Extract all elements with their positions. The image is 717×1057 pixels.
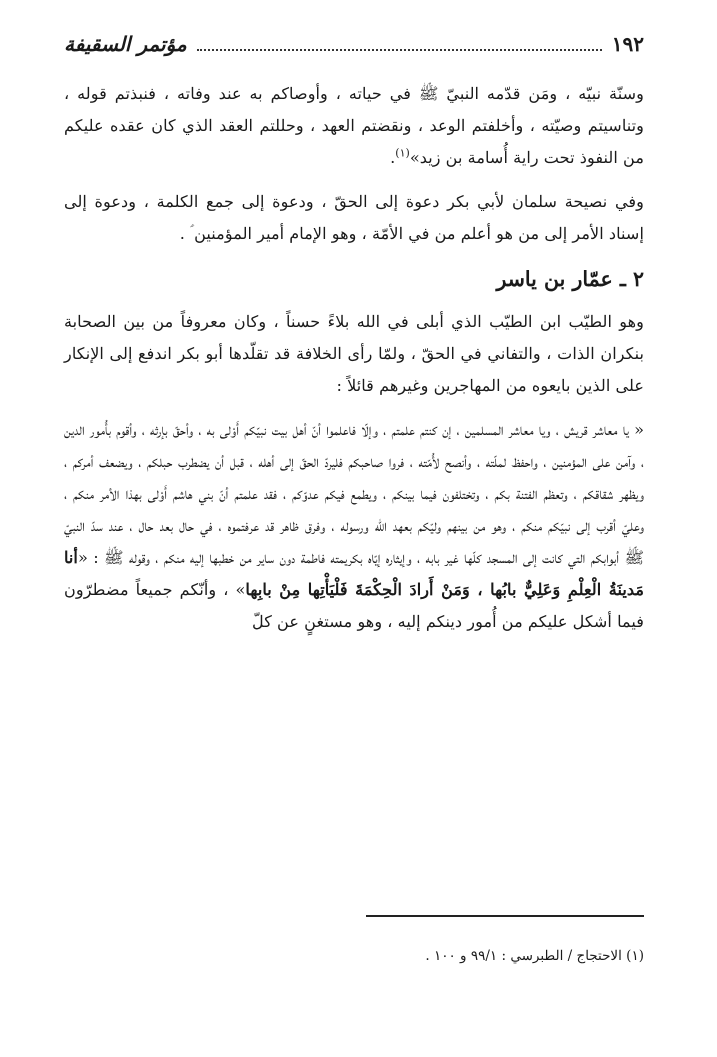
section-heading: ٢ ـ عمّار بن ياسر [496,267,644,291]
book-title: مؤتمر السقيفة [64,32,187,56]
paragraph-2: وفي نصيحة سلمان لأبي بكر دعوة إلى الحقّ ، ودعوة إلى جمع الكلمة ، ودعوة إلى إسناد الأمر إلى من هو أعلم من في الأمّة ، وهو الإمام أمير المؤمنين ؑ . [64,192,644,243]
body-text [64,78,644,638]
paragraph-3: وهو الطيّب ابن الطيّب الذي أبلى في الله بلاءً حسناً ، وكان معروفاً من بين الصحابة بنكران الذات ، والتفاني في الحقّ ، ولمّا رأى الخلافة قد تقلّدها أبو بكر اندفع إلى الإنكار على الذين بايعوه من المهاجرين وغيرهم قائلاً : [64,312,644,395]
paragraph-1-end: . [390,148,396,167]
page-number: ١٩٢ [611,32,644,56]
paragraph-4-end: » ، وأنّكم جميعاً مضطرّون فيما أشكل عليكم من أُمور دينكم إليه ، وهو مستغنٍ عن كلّ [64,580,644,631]
leader-dots [197,49,602,51]
hadith-quote: أنا مَدينَةُ الْعِلْمِ وَعَلِيٌّ بابُها ، وَمَنْ أَرادَ الْحِكْمَةَ فَلْيَأْتِها مِنْ بابِها [64,548,644,599]
footnote-rule [366,915,644,917]
footnote: (١) الاحتجاج / الطبرسي : ٩٩/١ و ١٠٠ . [425,948,644,964]
paragraph-1-text: وسنّة نبيّه ، ومَن قدّمه النبيّ ﷺ في حياته ، وأوصاكم به عند وفاته ، فنبذتم قوله ، وتناسيتم وصيّته ، وأخلفتم الوعد ، ونقضتم العهد ، وحللتم العقد الذي كان عقده عليكم من النفوذ تحت راية أُسامة بن زيد» [64,84,644,167]
paragraph-4 [64,414,644,638]
paragraph-1 [64,78,644,174]
footnote-marker: (١) [395,146,410,160]
paragraph-4-text: « يا معاشر قريش ، ويا معاشر المسلمين ، إن كنتم علمتم ، وإلّا فاعلموا أنّ أهل بيت نبيّكم أَوْلى به ، وأحقّ بإرثه ، وأقوم بأُمور الدين ، وآمن على المؤمنين ، واحفظ لملّته ، وأنصح لأُمّته ، فروا صاحبكم فليردّ الحقّ إلى أهله ، قبل أن يضطرب حبلكم ، ويضعف أمركم ، ويظهر شقاقكم ، وتعظم الفتنة بكم ، وتختلفون فيما بينكم ، ويطمع فيكم عدوّكم ، فقد علمتم أنّ بني هاشم أَوْلى بهذا الأمر منكم ، وعليّ أقرب إلى نبيّكم منكم ، وهو من بينهم وليّكم بعهد الله ورسوله ، وفرق ظاهر قد عرفتموه ، في حال بعد حال ، عند سدّ النبيّ ﷺ أبوابكم التي كانت إلى المسجد كلّها غير بابه ، وإيثاره إيّاه بكريمته فاطمة دون ساير من خطبها إليه منكم ، وقوله ﷺ : « [64,420,644,567]
running-head [64,24,644,64]
book-page [64,24,644,1024]
